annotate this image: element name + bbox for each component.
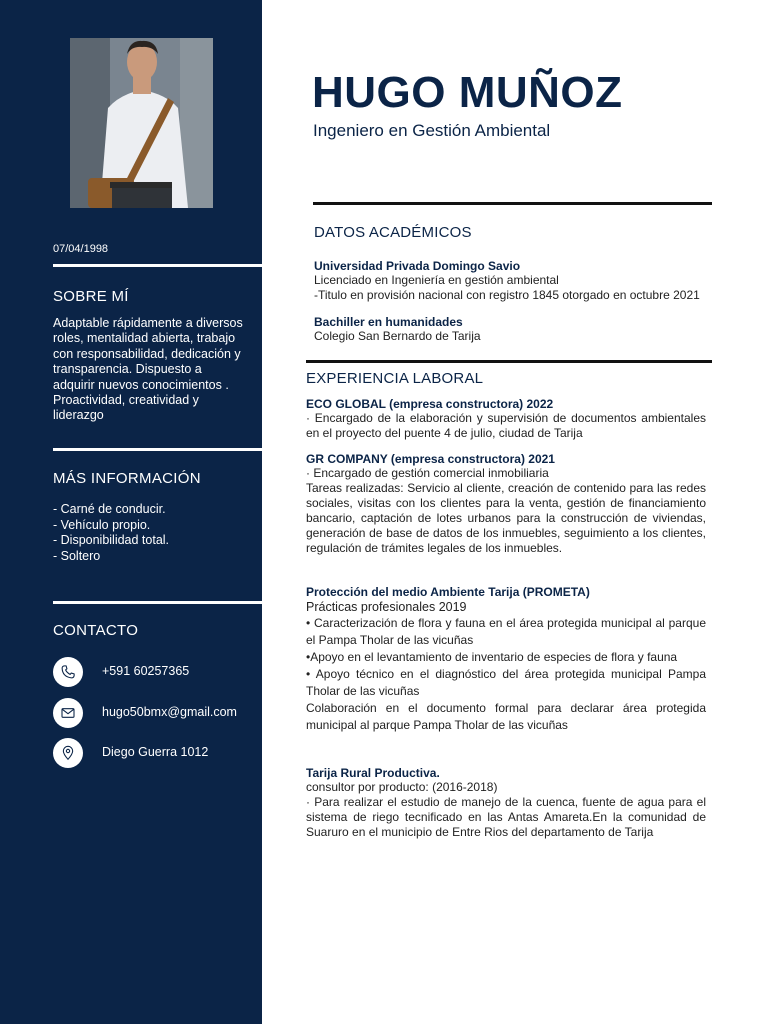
profile-photo-image <box>70 38 213 208</box>
email-address: hugo50bmx@gmail.com <box>102 705 237 719</box>
profile-photo <box>70 38 213 208</box>
divider <box>53 264 262 267</box>
contact-phone[interactable] <box>53 657 262 687</box>
experience-item: • Apoyo técnico en el diagnóstico del área protegida municipal Pampa Tholar de las vicuñas <box>306 667 706 698</box>
experience-entry <box>306 397 706 441</box>
degree-line: Licenciado en Ingeniería en gestión ambiental <box>314 273 559 287</box>
divider <box>313 202 712 205</box>
location-pin-icon <box>53 738 83 768</box>
sidebar <box>0 0 262 1024</box>
contact-address[interactable] <box>53 738 262 768</box>
experience-text: · Encargado de gestión comercial inmobiliaria <box>306 466 549 480</box>
experience-subtitle: Prácticas profesionales 2019 <box>306 600 467 614</box>
experience-heading: EXPERIENCIA LABORAL <box>306 370 484 387</box>
academic-heading: DATOS ACADÉMICOS <box>314 224 472 241</box>
degree-line: -Titulo en provisión nacional con registro 1845 otorgado en octubre 2021 <box>314 288 700 302</box>
about-text: Adaptable rápidamente a diversos roles, mentalidad abierta, trabajo con responsabilidad, dedicación y transparencia. Dispuesto a adquirir nuevos conocimientos . Proactividad, creatividad y liderazgo <box>53 316 243 423</box>
divider <box>306 360 712 363</box>
more-info-list <box>53 502 169 564</box>
phone-icon <box>53 657 83 687</box>
more-info-heading: MÁS INFORMACIÓN <box>53 470 201 487</box>
more-info-item: - Soltero <box>53 548 101 563</box>
degree-line: Colegio San Bernardo de Tarija <box>314 329 481 343</box>
institution-name: Bachiller en humanidades <box>314 315 463 329</box>
about-heading: SOBRE MÍ <box>53 288 129 305</box>
birth-date: 07/04/1998 <box>53 243 109 255</box>
academic-entry <box>314 315 714 344</box>
more-info-item: - Vehículo propio. <box>53 517 151 532</box>
experience-text: · Para realizar el estudio de manejo de la cuenca, fuente de agua para el sistema de riego tecnificado en las Antas Amareta.En la comunidad de Suaruro en el municipio de Entre Rios del departamento de Tarija <box>306 795 706 839</box>
experience-item: Colaboración en el documento formal para declarar área protegida municipal al parque Pampa Tholar de las vicuñas <box>306 701 706 732</box>
experience-title: GR COMPANY (empresa constructora) 2021 <box>306 452 555 466</box>
experience-entry <box>306 585 706 734</box>
experience-text: Tareas realizadas: Servicio al cliente, creación de contenido para las redes sociales, visitas con los clientes para la venta, gestión de financiamiento bancario, captación de lotes urbanos para la construcción de viviendas, generación de base de datos de los inmuebles, seguimiento a los clientes, regulación de trámites legales de los inmuebles. <box>306 481 706 555</box>
job-title: Ingeniero en Gestión Ambiental <box>313 121 551 140</box>
divider <box>53 448 262 451</box>
divider <box>53 601 262 604</box>
contact-heading: CONTACTO <box>53 622 139 639</box>
mail-icon <box>53 698 83 728</box>
experience-title: ECO GLOBAL (empresa constructora) 2022 <box>306 397 554 411</box>
experience-entry <box>306 766 706 840</box>
experience-entry <box>306 452 706 556</box>
experience-text: · Encargado de la elaboración y supervisión de documentos ambientales en el proyecto del puente 4 de julio, ciudad de Tarija <box>306 411 706 440</box>
more-info-item: - Disponibilidad total. <box>53 533 170 548</box>
experience-title: Tarija Rural Productiva. <box>306 766 440 780</box>
street-address: Diego Guerra 1012 <box>102 745 209 759</box>
academic-entry <box>314 259 719 302</box>
experience-item: •Apoyo en el levantamiento de inventario de especies de flora y fauna <box>306 650 678 664</box>
person-name: HUGO MUÑOZ <box>312 68 623 117</box>
experience-item: • Caracterización de flora y fauna en el área protegida municipal al parque el Pampa Tholar de las vicuñas <box>306 616 706 647</box>
phone-number: +591 60257365 <box>102 664 190 678</box>
experience-subtitle: consultor por producto: (2016-2018) <box>306 780 498 794</box>
institution-name: Universidad Privada Domingo Savio <box>314 259 521 273</box>
more-info-item: - Carné de conducir. <box>53 502 166 516</box>
experience-title: Protección del medio Ambiente Tarija (PROMETA) <box>306 585 590 599</box>
contact-email[interactable] <box>53 698 262 728</box>
